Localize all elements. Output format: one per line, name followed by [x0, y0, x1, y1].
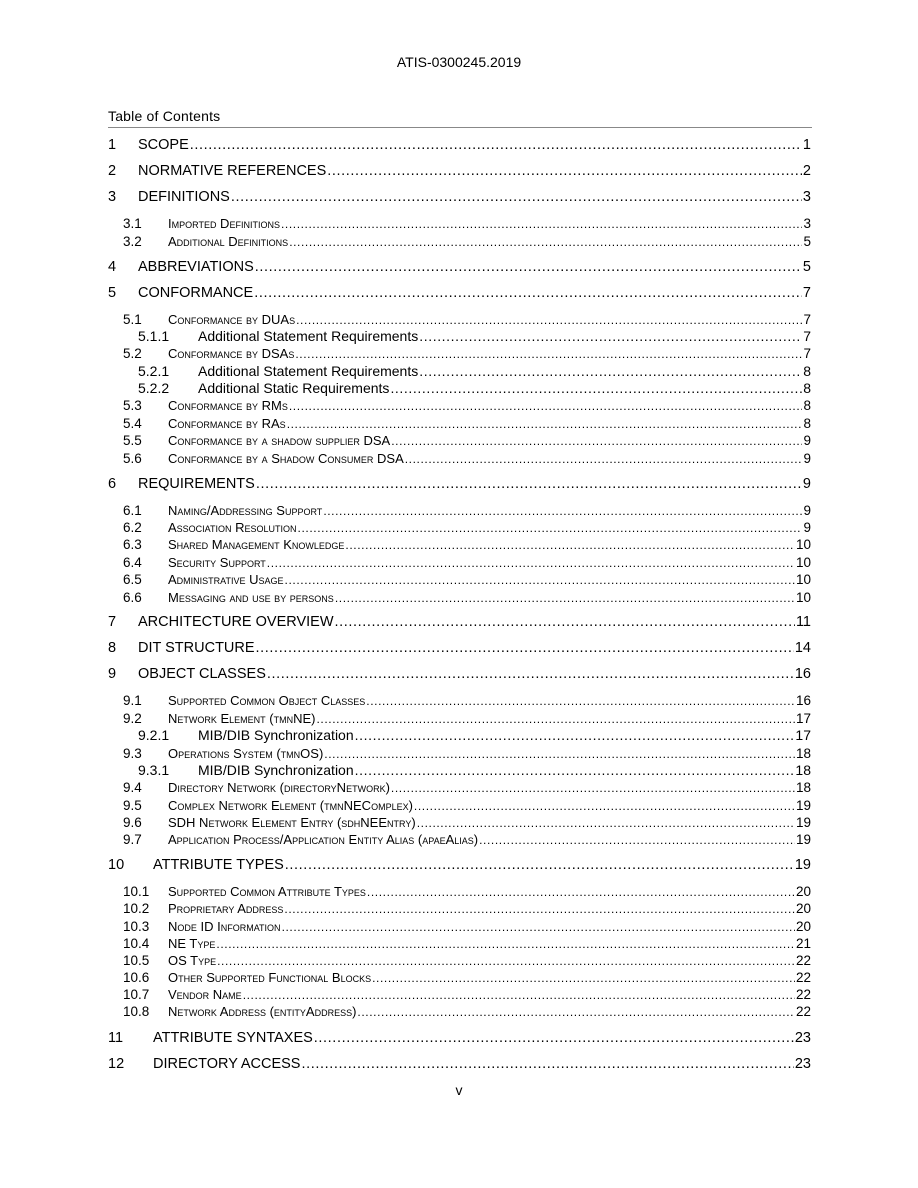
toc-entry-page: 7	[803, 328, 811, 344]
toc-entry[interactable]	[108, 163, 811, 180]
toc-entry-page: 9	[802, 476, 811, 492]
toc-entry-page: 19	[795, 832, 811, 847]
toc-entry-page: 17	[795, 711, 811, 726]
toc-leader-dots	[391, 433, 802, 450]
toc-leader-dots	[289, 234, 802, 251]
toc-leader-dots	[287, 416, 803, 433]
toc-entry-number: 9.4	[123, 780, 142, 795]
toc-entry[interactable]	[108, 476, 811, 493]
toc-entry-page: 8	[803, 363, 811, 379]
toc-entry-page: 18	[795, 762, 811, 778]
toc-entry[interactable]	[108, 779, 811, 797]
toc-leader-dots	[256, 476, 802, 493]
toc-entry-page: 3	[802, 189, 811, 205]
toc-leader-dots	[419, 363, 802, 380]
toc-entry-page: 3	[803, 216, 811, 231]
toc-entry[interactable]	[108, 969, 811, 987]
toc-entry-page: 9	[803, 451, 811, 466]
toc-entry-number: 10.1	[123, 884, 150, 899]
toc-entry[interactable]	[108, 363, 811, 380]
page-number: v	[455, 1082, 463, 1098]
toc-entry-number: 6	[108, 476, 117, 492]
document-header: ATIS-0300245.2019	[396, 54, 522, 70]
toc-entry-number: 10.8	[123, 1004, 150, 1019]
toc-entry-page: 7	[803, 312, 811, 327]
toc-entry-number: 10.7	[123, 987, 150, 1002]
toc-entry-title: ABBREVIATIONS	[138, 259, 254, 275]
toc-entry-title: Messaging and use by persons	[168, 590, 334, 605]
toc-leader-dots	[267, 555, 795, 572]
toc-entry-page: 11	[795, 614, 811, 630]
toc-entry[interactable]	[108, 536, 811, 554]
toc-entry-number: 5.1	[123, 312, 142, 327]
toc-entry[interactable]	[108, 137, 811, 154]
toc-leader-dots	[216, 936, 795, 953]
toc-entry-number: 6.4	[123, 555, 142, 570]
toc-entry-title: Additional Definitions	[168, 234, 289, 249]
toc-entry[interactable]	[108, 1003, 811, 1021]
toc-entry-title: Administrative Usage	[168, 572, 284, 587]
toc-leader-dots	[314, 1030, 794, 1047]
toc-entry-title: REQUIREMENTS	[138, 476, 255, 492]
toc-leader-dots	[324, 746, 795, 763]
toc-entry-title: Additional Statement Requirements	[198, 328, 419, 344]
toc-entry-page: 1	[802, 137, 811, 153]
toc-leader-dots	[298, 520, 803, 537]
toc-entry-title: Other Supported Functional Blocks	[168, 970, 372, 985]
toc-entry-page: 18	[795, 780, 811, 795]
toc-leader-dots	[295, 346, 802, 363]
toc-entry[interactable]	[108, 311, 811, 329]
toc-leader-dots	[417, 815, 795, 832]
toc-entry-title: Conformance by DSAs	[168, 346, 295, 361]
toc-entry[interactable]	[108, 345, 811, 363]
toc-entry[interactable]	[108, 762, 811, 779]
toc-leader-dots	[267, 666, 794, 683]
toc-entry-page: 10	[795, 555, 811, 570]
toc-entry[interactable]	[108, 797, 811, 815]
toc-entry-title: DIRECTORY ACCESS	[153, 1056, 301, 1072]
toc-entry[interactable]	[108, 952, 811, 970]
toc-entry-page: 18	[795, 746, 811, 761]
toc-entry-number: 7	[108, 614, 117, 630]
toc-leader-dots	[231, 189, 802, 206]
toc-entry-page: 16	[795, 693, 811, 708]
toc-entry-number: 5.4	[123, 416, 142, 431]
toc-entry-number: 9.6	[123, 815, 142, 830]
toc-entry-number: 10.4	[123, 936, 150, 951]
toc-entry-title: OBJECT CLASSES	[138, 666, 266, 682]
toc-leader-dots	[296, 312, 802, 329]
toc-entry-number: 9.7	[123, 832, 142, 847]
toc-leader-dots	[372, 970, 795, 987]
toc-entry[interactable]	[108, 857, 811, 874]
toc-entry-title: MIB/DIB Synchronization	[198, 762, 354, 778]
toc-entry-number: 12	[108, 1056, 125, 1072]
toc-entry-page: 9	[803, 433, 811, 448]
toc-leader-dots	[366, 693, 795, 710]
toc-entry-title: Application Process/Application Entity Alias (apaeAlias)	[168, 832, 479, 847]
toc-leader-dots	[355, 727, 795, 744]
toc-entry-number: 5.1.1	[138, 328, 170, 344]
toc-entry-number: 10.3	[123, 919, 150, 934]
toc-entry[interactable]	[108, 502, 811, 520]
toc-entry[interactable]	[108, 986, 811, 1004]
toc-entry-page: 22	[795, 1004, 811, 1019]
toc-entry-page: 7	[802, 285, 811, 301]
toc-leader-dots	[285, 572, 795, 589]
toc-entry-number: 9	[108, 666, 117, 682]
toc-entry-title: SCOPE	[138, 137, 189, 153]
toc-leader-dots	[285, 857, 794, 874]
toc-entry[interactable]	[108, 380, 811, 397]
toc-entry-title: Supported Common Object Classes	[168, 693, 366, 708]
toc-entry-number: 10	[108, 857, 125, 873]
toc-leader-dots	[327, 163, 802, 180]
toc-leader-dots	[190, 137, 802, 154]
toc-entry-page: 22	[795, 987, 811, 1002]
toc-entry-title: Imported Definitions	[168, 216, 280, 231]
toc-entry-number: 3.2	[123, 234, 142, 249]
toc-entry-number: 6.1	[123, 503, 142, 518]
toc-entry-number: 5.2.1	[138, 363, 170, 379]
toc-leader-dots	[323, 503, 802, 520]
toc-entry-number: 9.3	[123, 746, 142, 761]
toc-entry[interactable]	[108, 883, 811, 901]
toc-leader-dots	[243, 987, 795, 1004]
toc-entry-page: 5	[803, 234, 811, 249]
toc-entry-title: Vendor Name	[168, 987, 242, 1002]
toc-entry-number: 9.3.1	[138, 762, 170, 778]
toc-heading: Table of Contents	[108, 108, 221, 124]
toc-entry-number: 5.2	[123, 346, 142, 361]
toc-entry[interactable]	[108, 727, 811, 744]
toc-entry[interactable]	[108, 935, 811, 953]
toc-leader-dots	[414, 798, 795, 815]
toc-entry-number: 6.3	[123, 537, 142, 552]
toc-entry-title: Conformance by DUAs	[168, 312, 296, 327]
toc-entry-page: 2	[802, 163, 811, 179]
toc-leader-dots	[301, 1056, 793, 1073]
toc-entry-title: Proprietary Address	[168, 901, 284, 916]
toc-entry-title: Directory Network (directoryNetwork)	[168, 780, 390, 795]
toc-entry-page: 16	[794, 666, 811, 682]
toc-entry-page: 20	[795, 901, 811, 916]
toc-entry-title: ARCHITECTURE OVERVIEW	[138, 614, 334, 630]
toc-leader-dots	[289, 398, 803, 415]
toc-entry-number: 10.2	[123, 901, 150, 916]
toc-leader-dots	[391, 780, 795, 797]
toc-entry-title: Conformance by RAs	[168, 416, 286, 431]
toc-entry[interactable]	[108, 259, 811, 276]
toc-entry-title: OS Type	[168, 953, 217, 968]
toc-entry-number: 6.5	[123, 572, 142, 587]
toc-entry-title: Network Address (entityAddress)	[168, 1004, 357, 1019]
toc-entry-page: 20	[795, 884, 811, 899]
toc-entry-number: 1	[108, 137, 117, 153]
toc-entry[interactable]	[108, 918, 811, 936]
toc-entry-title: Additional Static Requirements	[198, 380, 390, 396]
toc-entry-page: 8	[803, 398, 811, 413]
toc-entry-number: 9.5	[123, 798, 142, 813]
toc-leader-dots	[355, 762, 795, 779]
toc-leader-dots	[335, 614, 795, 631]
toc-entry-title: Operations System (tmnOS)	[168, 746, 324, 761]
toc-entry-title: DIT STRUCTURE	[138, 640, 255, 656]
toc-entry[interactable]	[108, 554, 811, 572]
toc-entry-page: 7	[803, 346, 811, 361]
toc-entry-page: 22	[795, 953, 811, 968]
toc-entry[interactable]	[108, 1056, 811, 1073]
toc-leader-dots	[479, 832, 795, 849]
toc-entry-number: 6.6	[123, 590, 142, 605]
toc-entry-page: 9	[803, 520, 811, 535]
toc-entry-title: NORMATIVE REFERENCES	[138, 163, 327, 179]
toc-entry-number: 10.6	[123, 970, 150, 985]
toc-entry[interactable]	[108, 285, 811, 302]
toc-entry-number: 3.1	[123, 216, 142, 231]
toc-leader-dots	[317, 711, 795, 728]
toc-entry-number: 9.1	[123, 693, 142, 708]
toc-entry-number: 5.2.2	[138, 380, 170, 396]
toc-entry-number: 5.5	[123, 433, 142, 448]
toc-entry-page: 22	[795, 970, 811, 985]
toc-entry[interactable]	[108, 1030, 811, 1047]
toc-entry[interactable]	[108, 233, 811, 251]
toc-entry-title: Conformance by RMs	[168, 398, 288, 413]
toc-entry-page: 23	[794, 1056, 811, 1072]
toc-leader-dots	[254, 285, 802, 302]
toc-entry[interactable]	[108, 900, 811, 918]
toc-leader-dots	[284, 901, 795, 918]
toc-entry-page: 19	[795, 815, 811, 830]
toc-entry-number: 9.2	[123, 711, 142, 726]
toc-entry-page: 10	[795, 537, 811, 552]
toc-leader-dots	[357, 1004, 795, 1021]
toc-leader-dots	[405, 451, 803, 468]
toc-entry[interactable]	[108, 666, 811, 683]
toc-entry-page: 8	[803, 416, 811, 431]
toc-entry[interactable]	[108, 745, 811, 763]
toc-leader-dots	[335, 590, 795, 607]
toc-entry-title: Supported Common Attribute Types	[168, 884, 366, 899]
toc-entry-title: Shared Management Knowledge	[168, 537, 345, 552]
toc-entry[interactable]	[108, 692, 811, 710]
toc-entry-page: 17	[795, 727, 811, 743]
toc-entry-title: ATTRIBUTE SYNTAXES	[153, 1030, 313, 1046]
toc-entry[interactable]	[108, 814, 811, 832]
toc-entry-page: 10	[795, 572, 811, 587]
toc-entry[interactable]	[108, 614, 811, 631]
toc-entry-number: 5.6	[123, 451, 142, 466]
toc-entry-title: Additional Statement Requirements	[198, 363, 419, 379]
toc-entry-title: Complex Network Element (tmnNEComplex)	[168, 798, 413, 813]
toc-entry-number: 11	[108, 1030, 124, 1046]
toc-entry-title: ATTRIBUTE TYPES	[153, 857, 284, 873]
toc-entry-page: 10	[795, 590, 811, 605]
toc-leader-dots	[281, 216, 803, 233]
toc-entry-number: 10.5	[123, 953, 150, 968]
toc-entry-number: 5.3	[123, 398, 142, 413]
toc-entry[interactable]	[108, 432, 811, 450]
toc-entry-title: Conformance by a shadow supplier DSA	[168, 433, 391, 448]
toc-entry-title: Node ID Information	[168, 919, 281, 934]
toc-entry-page: 20	[795, 919, 811, 934]
toc-entry-page: 19	[794, 857, 811, 873]
toc-entry[interactable]	[108, 571, 811, 589]
toc-entry-page: 19	[795, 798, 811, 813]
toc-leader-dots	[255, 259, 802, 276]
toc-entry-title: Association Resolution	[168, 520, 297, 535]
toc-entry-page: 21	[795, 936, 811, 951]
toc-entry[interactable]	[108, 397, 811, 415]
toc-entry-number: 6.2	[123, 520, 142, 535]
toc-entry-title: MIB/DIB Synchronization	[198, 727, 354, 743]
toc-leader-dots	[419, 328, 802, 345]
toc-entry-page: 23	[794, 1030, 811, 1046]
toc-entry-page: 9	[803, 503, 811, 518]
toc-entry-title: Conformance by a Shadow Consumer DSA	[168, 451, 404, 466]
toc-entry-title: DEFINITIONS	[138, 189, 230, 205]
toc-entry-title: CONFORMANCE	[138, 285, 254, 301]
toc-entry-number: 3	[108, 189, 117, 205]
toc-entry[interactable]	[108, 640, 811, 657]
toc-leader-dots	[345, 537, 795, 554]
toc-entry[interactable]	[108, 831, 811, 849]
toc-entry-title: Network Element (tmnNE)	[168, 711, 316, 726]
toc-entry-title: Naming/Addressing Support	[168, 503, 323, 518]
toc-entry-number: 8	[108, 640, 117, 656]
toc-entry[interactable]	[108, 710, 811, 728]
toc-entry[interactable]	[108, 215, 811, 233]
toc-entry[interactable]	[108, 589, 811, 607]
toc-heading-rule	[108, 127, 812, 128]
toc-leader-dots	[367, 884, 795, 901]
toc-leader-dots	[282, 919, 795, 936]
toc-entry-number: 5	[108, 285, 117, 301]
toc-entry-page: 5	[802, 259, 811, 275]
toc-entry-number: 2	[108, 163, 117, 179]
toc-entry[interactable]	[108, 519, 811, 537]
toc-entry-page: 8	[803, 380, 811, 396]
toc-leader-dots	[256, 640, 794, 657]
toc-leader-dots	[390, 380, 802, 397]
toc-leader-dots	[217, 953, 795, 970]
toc-entry[interactable]	[108, 415, 811, 433]
toc-entry-title: SDH Network Element Entry (sdhNEEntry)	[168, 815, 416, 830]
toc-entry[interactable]	[108, 189, 811, 206]
toc-entry-number: 4	[108, 259, 117, 275]
toc-entry-title: Security Support	[168, 555, 266, 570]
toc-entry[interactable]	[108, 328, 811, 345]
toc-entry-number: 9.2.1	[138, 727, 170, 743]
toc-entry-title: NE Type	[168, 936, 216, 951]
toc-entry-page: 14	[794, 640, 811, 656]
toc-entry[interactable]	[108, 450, 811, 468]
